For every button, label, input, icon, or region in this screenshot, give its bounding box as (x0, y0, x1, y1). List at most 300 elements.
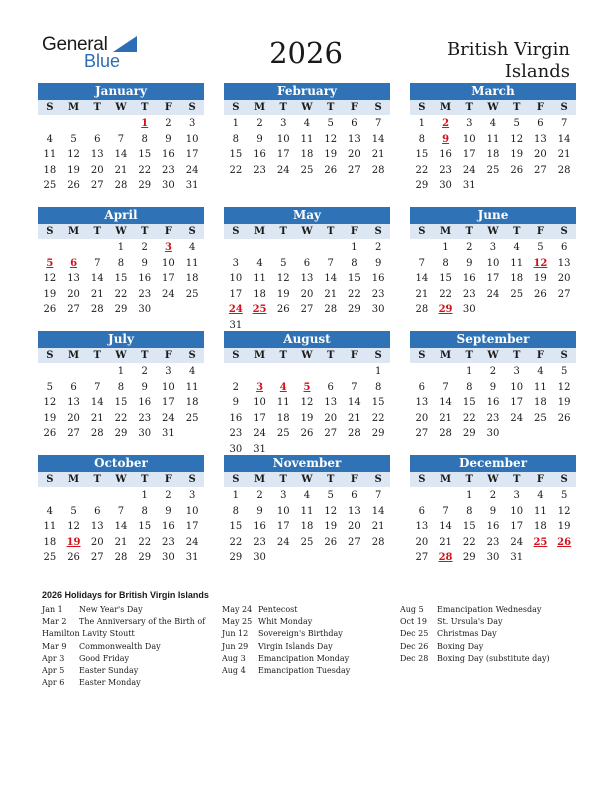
holiday-name: Boxing Day (substitute day) (437, 653, 550, 663)
day-blank (434, 488, 458, 504)
weekday-label: T (93, 102, 101, 113)
weekday-label: F (536, 102, 544, 113)
holiday-day-cell: 2 (442, 118, 450, 129)
weekday-label: S (374, 350, 382, 361)
day-grid (224, 488, 390, 566)
day-cell: 30 (138, 304, 152, 315)
weekday-label: W (487, 226, 499, 237)
day-cell: 2 (141, 242, 148, 253)
weekday-label: W (487, 102, 499, 113)
day-cell: 9 (165, 505, 172, 517)
day-cell: 19 (324, 149, 338, 160)
weekday-header (224, 100, 390, 115)
day-cell: 29 (138, 552, 152, 563)
day-cell: 13 (90, 521, 104, 532)
day-cell: 12 (324, 505, 338, 517)
day-cell: 10 (276, 133, 290, 145)
day-cell: 17 (486, 273, 500, 284)
weekday-header (410, 224, 576, 239)
holiday-day-cell: 25 (533, 536, 548, 548)
day-cell: 25 (486, 164, 500, 176)
day-cell: 19 (276, 288, 290, 300)
weekday-label: W (301, 102, 313, 113)
holiday-name: Whit Monday (258, 617, 313, 627)
day-cell: 4 (46, 505, 54, 517)
month-august (224, 331, 390, 457)
day-cell: 22 (371, 412, 385, 424)
day-cell: 28 (371, 164, 385, 176)
weekday-label: T (93, 474, 101, 485)
day-cell: 21 (324, 288, 338, 300)
holiday-date: May 25 (222, 617, 253, 627)
day-cell: 2 (256, 118, 263, 129)
day-cell: 6 (303, 257, 311, 269)
month-title: September (410, 331, 576, 348)
day-cell: 7 (374, 490, 382, 501)
holiday-column (222, 604, 351, 677)
day-cell: 16 (253, 521, 266, 532)
day-cell: 16 (138, 397, 152, 408)
day-cell: 17 (510, 397, 524, 408)
day-cell: 24 (462, 164, 476, 176)
day-cell: 14 (90, 397, 104, 408)
day-cell: 1 (117, 366, 125, 377)
weekday-label: S (374, 226, 382, 237)
day-cell: 12 (324, 133, 338, 145)
weekday-label: T (512, 102, 521, 113)
day-cell: 22 (439, 288, 452, 300)
holiday-date: Mar 2 (42, 617, 67, 627)
day-cell: 25 (300, 164, 314, 176)
day-blank (109, 488, 133, 504)
month-title: October (38, 455, 204, 472)
day-cell: 18 (43, 164, 57, 176)
day-cell: 10 (276, 505, 290, 517)
day-cell: 16 (162, 521, 175, 532)
weekday-label: T (326, 226, 335, 237)
day-cell: 28 (348, 428, 361, 439)
day-cell: 7 (327, 257, 334, 269)
day-cell: 29 (114, 304, 128, 315)
day-cell: 23 (486, 536, 500, 548)
day-cell: 18 (510, 273, 524, 284)
weekday-label: W (487, 474, 499, 485)
day-cell: 8 (374, 381, 382, 393)
day-cell: 28 (114, 552, 128, 563)
day-cell: 1 (232, 118, 240, 129)
day-cell: 17 (185, 521, 199, 532)
day-cell: 21 (348, 412, 361, 424)
day-cell: 24 (162, 288, 175, 300)
weekday-label: M (440, 102, 452, 113)
weekday-label: T (279, 474, 287, 485)
day-cell: 25 (43, 552, 57, 563)
month-title: May (224, 207, 390, 224)
day-cell: 12 (300, 397, 314, 408)
day-cell: 24 (185, 536, 199, 548)
day-cell: 26 (557, 412, 571, 424)
day-cell: 6 (351, 118, 358, 129)
day-cell: 10 (253, 397, 266, 408)
holiday-date: Aug 4 (222, 666, 246, 676)
day-cell: 25 (276, 428, 290, 439)
holiday-item (222, 628, 343, 640)
day-cell: 18 (185, 397, 199, 408)
weekday-label: S (46, 350, 54, 361)
holiday-name: The Anniversary of the Birth of (79, 617, 206, 627)
holiday-item (42, 653, 135, 665)
day-cell: 18 (534, 521, 547, 532)
day-cell: 5 (537, 242, 544, 253)
day-cell: 14 (371, 505, 385, 517)
weekday-label: T (326, 350, 335, 361)
day-cell: 21 (439, 412, 452, 424)
day-cell: 30 (229, 443, 243, 455)
day-cell: 31 (510, 552, 524, 563)
weekday-label: M (68, 474, 80, 485)
day-cell: 19 (510, 149, 524, 160)
day-blank (248, 240, 272, 256)
day-cell: 10 (510, 381, 524, 393)
day-cell: 7 (117, 133, 125, 145)
day-cell: 21 (371, 149, 385, 160)
day-cell: 7 (94, 381, 101, 393)
day-cell: 29 (371, 428, 385, 439)
day-cell: 1 (141, 490, 148, 501)
day-cell: 30 (253, 552, 266, 563)
day-cell: 31 (162, 428, 175, 439)
day-cell: 10 (229, 273, 243, 284)
day-cell: 15 (371, 397, 385, 408)
day-cell: 3 (280, 490, 287, 501)
weekday-label: F (164, 102, 172, 113)
holiday-item (222, 604, 298, 616)
day-cell: 23 (253, 536, 266, 548)
day-cell: 22 (462, 412, 476, 424)
day-blank (85, 116, 109, 132)
day-cell: 29 (229, 552, 243, 563)
holiday-item (400, 628, 497, 640)
day-blank (62, 364, 86, 380)
day-cell: 13 (67, 273, 80, 284)
day-cell: 5 (46, 381, 54, 393)
day-cell: 3 (513, 366, 520, 377)
day-cell: 26 (324, 164, 338, 176)
day-cell: 11 (510, 257, 524, 269)
day-cell: 23 (371, 288, 385, 300)
day-cell: 30 (439, 180, 452, 191)
weekday-label: F (350, 474, 358, 485)
day-cell: 29 (415, 180, 429, 191)
day-blank (410, 240, 434, 256)
day-cell: 17 (253, 412, 266, 424)
day-cell: 26 (534, 288, 547, 300)
month-july (38, 331, 204, 442)
holiday-column (42, 604, 206, 689)
weekday-label: S (46, 474, 54, 485)
day-cell: 26 (276, 304, 290, 315)
day-cell: 21 (114, 536, 128, 548)
day-cell: 21 (371, 521, 385, 532)
day-cell: 28 (324, 304, 338, 315)
day-cell: 23 (162, 164, 175, 176)
day-cell: 11 (43, 149, 57, 160)
day-cell: 1 (466, 490, 473, 501)
weekday-label: T (465, 350, 473, 361)
day-cell: 20 (415, 412, 429, 424)
weekday-label: W (115, 474, 127, 485)
day-cell: 22 (348, 288, 361, 300)
day-cell: 5 (327, 490, 334, 501)
day-blank (62, 240, 86, 256)
day-cell: 6 (94, 133, 101, 145)
day-cell: 22 (114, 412, 128, 424)
day-cell: 30 (462, 304, 476, 315)
day-cell: 14 (114, 521, 128, 532)
month-title: December (410, 455, 576, 472)
day-cell: 4 (303, 118, 311, 129)
day-cell: 5 (70, 505, 77, 517)
day-cell: 27 (67, 428, 80, 439)
weekday-label: M (254, 350, 266, 361)
month-title: February (224, 83, 390, 100)
weekday-label: T (93, 226, 101, 237)
day-cell: 27 (324, 428, 338, 439)
day-cell: 12 (67, 149, 80, 160)
month-title: June (410, 207, 576, 224)
day-cell: 11 (300, 505, 314, 517)
day-cell: 25 (43, 180, 57, 191)
day-cell: 19 (300, 412, 314, 424)
holiday-name: Commonwealth Day (79, 641, 161, 651)
day-cell: 27 (300, 304, 314, 315)
day-cell: 5 (327, 118, 334, 129)
holiday-item (42, 665, 139, 677)
day-cell: 28 (90, 428, 104, 439)
day-cell: 3 (188, 490, 196, 501)
holiday-day-cell: 5 (46, 257, 54, 269)
holiday-item (42, 604, 143, 616)
day-cell: 22 (462, 536, 476, 548)
weekday-label: T (279, 102, 287, 113)
day-cell: 11 (534, 505, 547, 517)
day-cell: 12 (67, 521, 80, 532)
month-october (38, 455, 204, 566)
day-cell: 5 (513, 118, 520, 129)
weekday-label: M (68, 102, 80, 113)
holiday-date: Mar 9 (42, 641, 67, 651)
day-cell: 22 (229, 164, 243, 176)
day-grid (224, 116, 390, 178)
day-cell: 20 (348, 521, 361, 532)
month-title: April (38, 207, 204, 224)
day-grid (38, 116, 204, 194)
holiday-item (222, 665, 351, 677)
holiday-name: Virgin Islands Day (258, 641, 333, 651)
day-cell: 14 (557, 133, 571, 145)
day-cell: 14 (371, 133, 385, 145)
weekday-label: M (440, 474, 452, 485)
month-title: November (224, 455, 390, 472)
day-cell: 3 (489, 242, 497, 253)
day-cell: 4 (513, 242, 520, 253)
day-cell: 21 (415, 288, 429, 300)
holidays-title: 2026 Holidays for British Virgin Islands (42, 590, 209, 600)
weekday-label: S (232, 226, 240, 237)
country-name (410, 39, 570, 83)
day-cell: 24 (510, 536, 524, 548)
day-cell: 2 (256, 490, 263, 501)
day-cell: 20 (557, 273, 571, 284)
weekday-label: S (560, 350, 568, 361)
day-cell: 14 (348, 397, 361, 408)
country-line-2: Islands (504, 61, 570, 82)
day-cell: 18 (486, 149, 500, 160)
month-november (224, 455, 390, 566)
day-cell: 2 (232, 381, 240, 393)
weekday-label: T (512, 474, 521, 485)
weekday-label: W (115, 350, 127, 361)
holiday-item (222, 653, 350, 665)
weekday-label: T (465, 226, 473, 237)
day-cell: 13 (90, 149, 104, 160)
day-cell: 25 (510, 288, 524, 300)
day-cell: 3 (232, 257, 240, 269)
day-cell: 17 (276, 149, 290, 160)
weekday-label: F (536, 474, 544, 485)
day-cell: 27 (557, 288, 571, 300)
day-cell: 20 (90, 164, 104, 176)
weekday-label: T (140, 474, 149, 485)
day-cell: 16 (253, 149, 266, 160)
day-cell: 16 (486, 397, 500, 408)
day-cell: 7 (117, 505, 125, 517)
month-title: March (410, 83, 576, 100)
day-cell: 19 (43, 288, 57, 300)
day-cell: 18 (43, 536, 57, 548)
day-cell: 26 (67, 180, 80, 191)
day-cell: 18 (534, 397, 547, 408)
day-cell: 24 (162, 412, 175, 424)
day-blank (62, 488, 86, 504)
day-cell: 4 (537, 490, 544, 501)
day-cell: 19 (557, 521, 571, 532)
weekday-label: T (93, 350, 101, 361)
day-cell: 11 (43, 521, 57, 532)
day-cell: 15 (462, 397, 476, 408)
month-january (38, 83, 204, 194)
weekday-label: W (115, 102, 127, 113)
holiday-date: Aug 5 (400, 605, 424, 614)
day-cell: 6 (70, 381, 77, 393)
weekday-label: S (46, 102, 54, 113)
day-cell: 21 (439, 536, 452, 548)
day-cell: 2 (466, 242, 473, 253)
day-cell: 18 (253, 288, 266, 300)
day-cell: 22 (114, 288, 128, 300)
day-cell: 7 (442, 381, 449, 393)
day-cell: 31 (185, 180, 199, 191)
weekday-label: F (164, 350, 172, 361)
holiday-date: Dec 26 (400, 641, 429, 651)
day-blank (85, 488, 109, 504)
day-cell: 13 (534, 133, 547, 145)
day-grid (38, 488, 204, 566)
day-cell: 9 (256, 505, 263, 517)
weekday-label: S (188, 350, 196, 361)
day-cell: 23 (486, 412, 500, 424)
weekday-label: S (188, 226, 196, 237)
day-cell: 30 (371, 304, 385, 315)
day-cell: 14 (114, 149, 128, 160)
day-cell: 11 (300, 133, 314, 145)
holiday-date: Oct 19 (400, 617, 427, 627)
day-cell: 13 (557, 257, 571, 269)
day-blank (38, 116, 62, 132)
day-cell: 28 (557, 164, 571, 176)
day-cell: 7 (418, 257, 426, 269)
day-cell: 5 (70, 133, 77, 145)
day-cell: 20 (67, 412, 80, 424)
holiday-name: Easter Sunday (79, 666, 139, 676)
holiday-day-cell: 26 (557, 536, 572, 548)
day-cell: 4 (188, 242, 196, 253)
day-cell: 10 (185, 505, 199, 517)
day-blank (295, 364, 319, 380)
day-cell: 8 (442, 257, 449, 269)
day-cell: 5 (280, 257, 287, 269)
day-cell: 3 (513, 490, 520, 501)
day-grid (410, 240, 576, 318)
day-cell: 4 (303, 490, 311, 501)
day-blank (434, 364, 458, 380)
day-cell: 11 (185, 381, 199, 393)
month-title: July (38, 331, 204, 348)
day-cell: 16 (462, 273, 476, 284)
day-cell: 12 (43, 397, 57, 408)
day-cell: 26 (67, 552, 80, 563)
day-cell: 9 (489, 505, 497, 517)
day-cell: 9 (256, 133, 263, 145)
weekday-label: S (374, 102, 382, 113)
weekday-label: S (418, 350, 426, 361)
day-cell: 17 (276, 521, 290, 532)
weekday-label: T (279, 350, 287, 361)
day-cell: 18 (185, 273, 199, 284)
day-cell: 8 (141, 505, 148, 517)
day-cell: 28 (439, 428, 452, 439)
holiday-column (400, 604, 550, 665)
day-cell: 15 (114, 397, 128, 408)
month-title: January (38, 83, 204, 100)
holiday-date: Jun 12 (222, 629, 249, 639)
day-cell: 27 (90, 180, 104, 191)
weekday-label: S (188, 102, 196, 113)
day-cell: 13 (415, 397, 429, 408)
day-cell: 2 (165, 118, 172, 129)
weekday-header (38, 224, 204, 239)
day-cell: 16 (371, 273, 385, 284)
weekday-label: F (164, 474, 172, 485)
day-cell: 16 (229, 412, 243, 424)
day-cell: 24 (185, 164, 199, 176)
day-grid (410, 488, 576, 566)
weekday-label: W (301, 226, 313, 237)
day-cell: 23 (138, 288, 152, 300)
day-cell: 13 (348, 505, 361, 517)
holiday-date: Dec 28 (400, 653, 429, 663)
day-cell: 20 (415, 536, 429, 548)
